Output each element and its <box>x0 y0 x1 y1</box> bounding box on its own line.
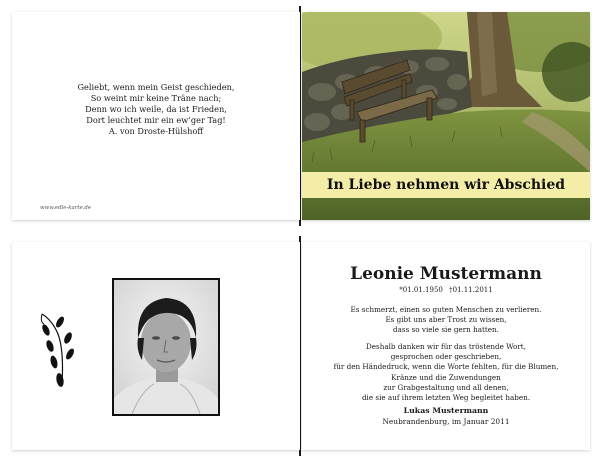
banner <box>302 172 590 198</box>
text-line: Es gibt uns aber Trost zu wissen, <box>385 315 507 325</box>
poem-line: Geliebt, wenn mein Geist geschieden, <box>77 82 235 92</box>
card-inside-left-panel <box>12 242 300 450</box>
text-line: zur Grabgestaltung und all denen, <box>383 382 509 392</box>
banner-title: In Liebe nehmen wir Abschied <box>326 177 566 193</box>
card-front-right-panel <box>302 12 590 220</box>
leaf-sprig-icon <box>38 310 76 388</box>
poem <box>12 82 300 137</box>
birth-date: *01.01.1950 <box>399 286 443 294</box>
card-front-left-panel <box>12 12 300 220</box>
text-line: Es schmerzt, einen so guten Menschen zu verlieren. <box>350 305 542 314</box>
deceased-name: Leonie Mustermann <box>350 264 542 284</box>
death-date: †01.11.2011 <box>449 286 493 294</box>
text-line: dass so viele sie gern hatten. <box>393 325 499 335</box>
text-line: Kränze und die Zuwendungen <box>391 372 501 382</box>
website-label: www.edle-karte.de <box>40 205 92 211</box>
text-paragraph-2 <box>302 342 590 403</box>
portrait-photo <box>112 278 220 416</box>
poem-line: Denn wo ich weile, da ist Frieden, <box>85 104 227 114</box>
life-dates <box>302 286 590 294</box>
text-paragraph-1 <box>302 305 590 336</box>
poem-author: A. von Droste-Hülshoff <box>108 126 204 136</box>
text-line: für den Händedruck, wenn die Worte fehlten, für die Blumen, <box>333 362 559 372</box>
text-line: gesprochen oder geschrieben, <box>390 352 502 362</box>
poem-line: So weint mir keine Träne nach; <box>90 93 222 103</box>
place-date: Neubrandenburg, im Januar 2011 <box>382 417 510 426</box>
text-line: die sie auf ihrem letzten Weg begleitet haben. <box>361 393 531 403</box>
text-line: Deshalb danken wir für das tröstende Wort, <box>366 342 526 351</box>
signer-name: Lukas Mustermann <box>403 406 489 415</box>
card-inside-right-panel <box>302 242 590 450</box>
poem-line: Dort leuchtet mir ein ew’ger Tag! <box>86 115 226 125</box>
